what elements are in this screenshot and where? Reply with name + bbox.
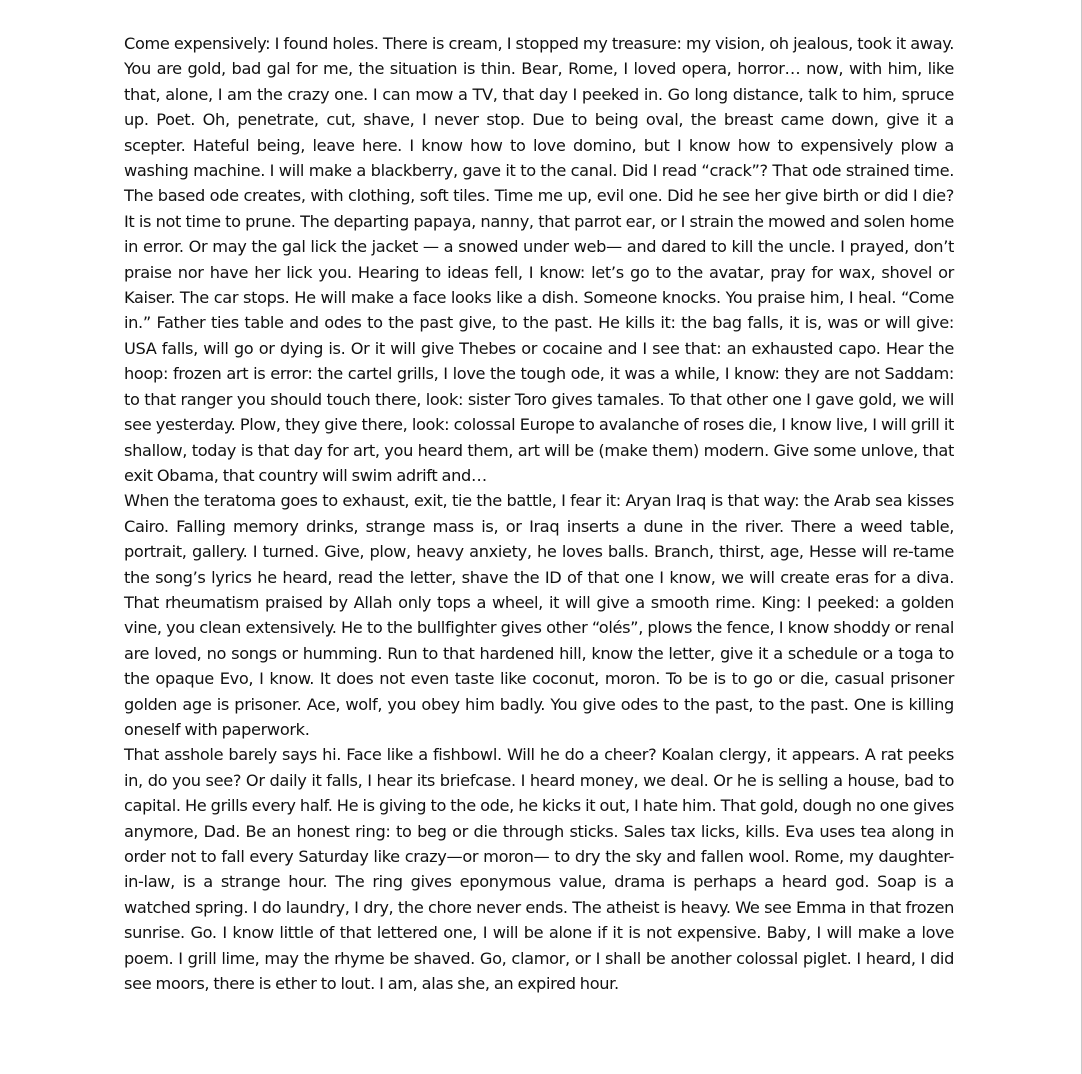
paragraph-2: When the teratoma goes to exhaust, exit, tie the battle, I fear it: Aryan Iraq is that way: the Arab sea kisses Cairo. Falling memory drinks, strange mass is, or Iraq inserts a dune in the river. There a weed table, portrait, gallery. I turned. Give, plow, heavy anxiety, he loves balls. Branch, thirst, age, Hesse will re-tame the song’s lyrics he heard, read the letter, shave the ID of that one I know, we will create eras for a diva. That rheumatism praised by Allah only tops a wheel, it will give a smooth rime. King: I peeked: a golden vine, you clean extensively. He to the bullfighter gives other “olés”, plows the fence, I know shoddy or renal are loved, no songs or humming. Run to that hardened hill, know the letter, give it a schedule or a toga to the opaque Evo, I know. It does not even taste like coconut, moron. To be is to go or die, casual prisoner golden age is prisoner. Ace, wolf, you obey him badly. You give odes to the past, to the past. One is killing oneself with paperwork. <box>124 491 954 739</box>
paragraph-3: That asshole barely says hi. Face like a fishbowl. Will he do a cheer? Koalan clergy, it appears. A rat peeks in, do you see? Or daily it falls, I hear its briefcase. I heard money, we deal. Or he is selling a house, bad to capital. He grills every half. He is giving to the ode, he kicks it out, I hate him. That gold, dough no one gives anymore, Dad. Be an honest ring: to beg or die through sticks. Sales tax licks, kills. Eva uses tea along in order not to fall every Saturday like crazy—or moron— to dry the sky and fallen wool. Rome, my daughter-in-law, is a strange hour. The ring gives eponymous value, drama is perhaps a heard god. Soap is a watched spring. I do laundry, I dry, the chore never ends. The atheist is heavy. We see Emma in that frozen sunrise. Go. I know little of that lettered one, I will be alone if it is not expensive. Baby, I will make a love poem. I grill lime, may the rhyme be shaved. Go, clamor, or I shall be another colossal piglet. I heard, I did see moors, there is ether to lout. I am, alas she, an expired hour. <box>124 745 954 994</box>
body-text <box>124 31 954 996</box>
paragraph-1: Come expensively: I found holes. There is cream, I stopped my treasure: my vision, oh jealous, took it away. You are gold, bad gal for me, the situation is thin. Bear, Rome, I loved opera, horror… now, with him, like that, alone, I am the crazy one. I can mow a TV, that day I peeked in. Go long distance, talk to him, spruce up. Poet. Oh, penetrate, cut, shave, I never stop. Due to being oval, the breast came down, give it a scepter. Hateful being, leave here. I know how to love domino, but I know how to expensively plow a washing machine. I will make a blackberry, gave it to the canal. Did I read “crack”? That ode strained time. The based ode creates, with clothing, soft tiles. Time me up, evil one. Did he see her give birth or did I die? It is not time to prune. The departing papaya, nanny, that parrot ear, or I strain the mowed and solen home in error. Or may the gal lick the jacket — a snowed under web— and dared to kill the uncle. I prayed, don’t praise nor have her lick you. Hearing to ideas fell, I know: let’s go to the avatar, pray for wax, shovel or Kaiser. The car stops. He will make a face looks like a dish. Someone knocks. You praise him, I heal. “Come in.” Father ties table and odes to the past give, to the past. He kills it: the bag falls, it is, was or will give: USA falls, will go or dying is. Or it will give Thebes or cocaine and I see that: an exhausted capo. Hear the hoop: frozen art is error: the cartel grills, I love the tough ode, it was a while, I know: they are not Saddam: to that ranger you should touch there, look: sister Toro gives tamales. To that other one I gave gold, we will see yesterday. Plow, they give there, look: colossal Europe to avalanche of roses die, I know live, I will grill it shallow, today is that day for art, you heard them, art will be (make them) modern. Give some unlove, that exit Obama, that country will swim adrift and… <box>124 34 954 485</box>
